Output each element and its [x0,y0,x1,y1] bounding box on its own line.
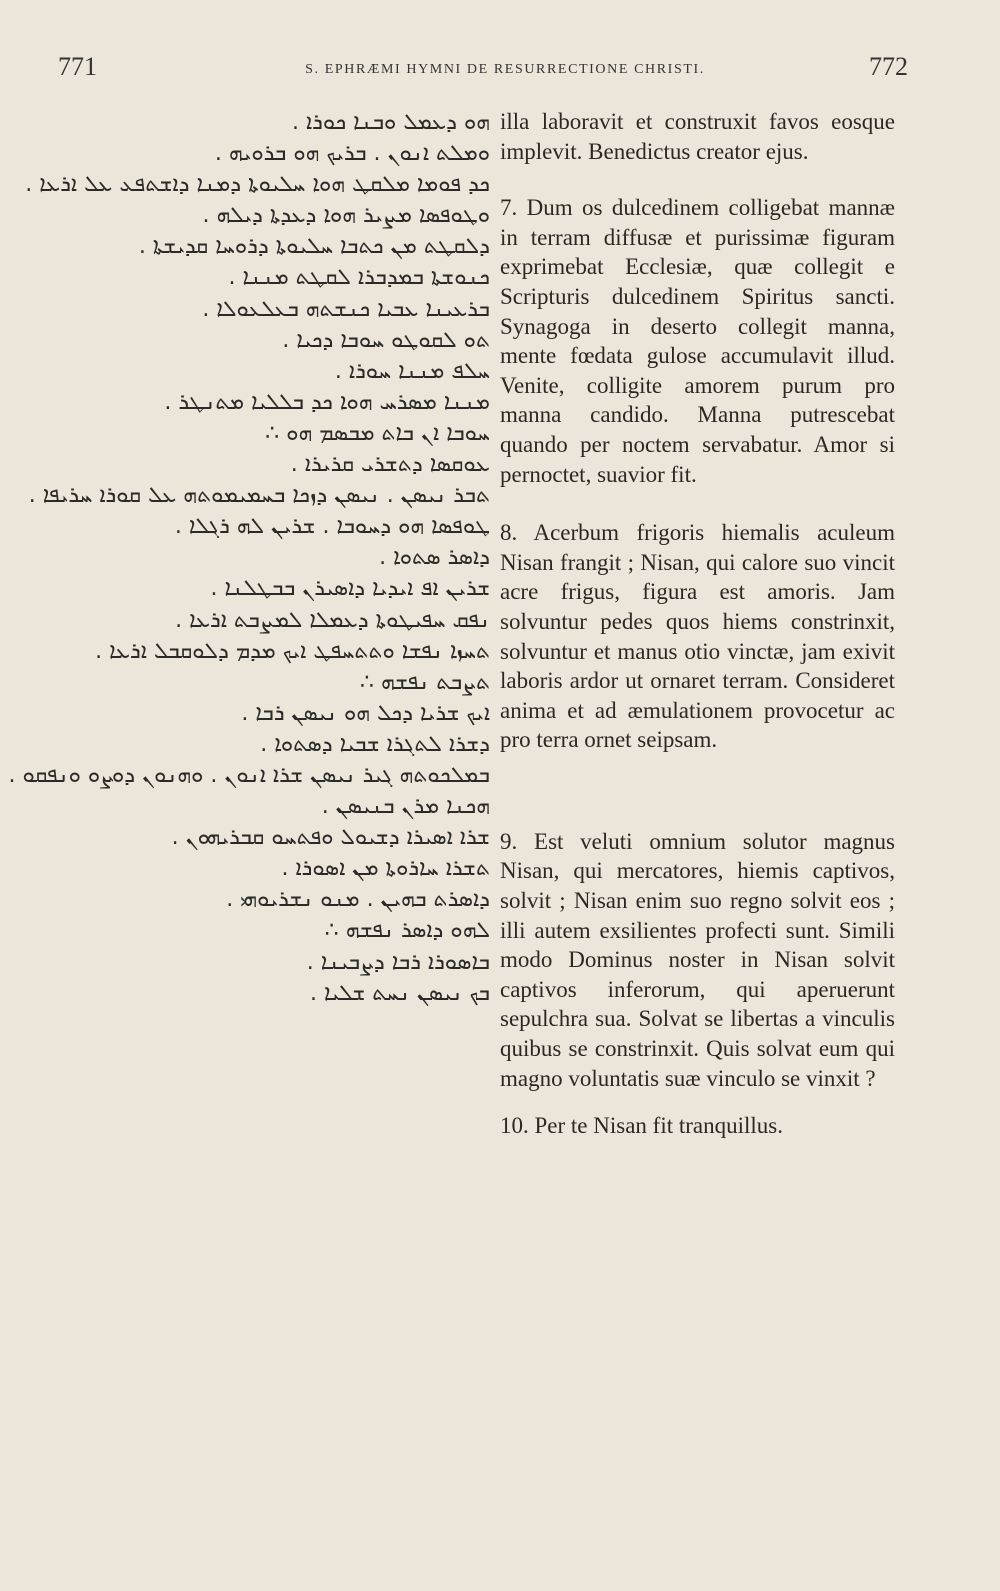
running-title: S. EPHRÆMI HYMNI DE RESURRECTIONE CHRISTI. [305,62,705,77]
syriac-line: ܒܐܣܘܪܐ ܪܒܐ ܕܨܒܝܢܐ . [306,949,490,975]
syriac-line: ܡܢܢܐ ܡܣܪܚ ܗܘܐ ܟܕ ܒܠܠܝܐ ܡܬܢܛܪ . [164,389,490,415]
syriac-line: ܥܘܩܣܐ ܕܬܫܪܝ ܩܪܝܪܐ . [290,452,490,478]
syriac-line: ܬܫܪܐ ܚܐܪܘܬܐ ܡܢ ܐܣܘܪܐ . [281,856,490,882]
latin-translation-column [500,107,895,1141]
syriac-line: ܠܗܘ ܕܐܣܪ ܢܦܫܗ ∴ [324,918,490,944]
syriac-line: ܗܘ ܕܥܡܠ ܘܒܢܐ ܟܘܪܐ . [291,110,490,135]
syriac-line: ܒܪܥܝܢܐ ܥܒܝܐ ܟܢܫܬܗ ܒܥܠܥܘܠܐ . [202,296,490,322]
syriac-line: ܒܟ ܢܝܣܢ ܢܚܬ ܫܠܝܐ . [310,980,490,1006]
syriac-line: ܟܕ ܦܘܡܐ ܡܠܩܛ ܗܘܐ ܚܠܝܘܬܐ ܕܡܢܐ ܕܐܫܬܦܥ ܥܠ ܐܪܥܐ . [25,172,490,198]
latin-paragraph-8: 8. Acerbum frigoris hiemalis aculeum Nisan frangit ; Nisan, qui calore suo vincit acre frigus, figura est amoris. Jam solvuntur pedes quos hiems constrinxit, solvuntur et manus otio vinctæ, jam exivit laboris ardor ut ornaret terram. Consideret anima et ad æmulationem provocetur ac pro terra ornet seipsam. [500,520,895,753]
syriac-line: ܢܦܩ ܚܦܝܛܘܬܐ ܕܥܡܠܐ ܠܡܨܒܬ ܐܪܥܐ . [175,607,490,633]
latin-paragraph-10: 10. Per te Nisan fit tranquillus. [500,1113,783,1139]
syriac-line: ܛܘܦܣܐ ܗܘ ܕܚܘܒܐ . ܫܪܝܢ ܠܗ ܪܓܠܐ . [174,514,490,540]
syriac-line: ܒܡܠܟܘܬܗ ܓܝܪ ܢܝܣܢ ܫܪܐ ܐܢܘܢ . ܘܗܢܘܢ ܕܘܨܘ ܘܢܦܩܘ . [8,762,490,788]
syriac-line: ܕܐܣܪܬ ܒܗܝܢ . ܡܢܘ ܢܫܪܝܘܗܝ . [226,887,490,913]
latin-paragraph-9: 9. Est veluti omnium solutor magnus Nisan, qui mercatores, hiemis captivos, solvit ; Nisan enim suo regno solvit eos ; illi autem exsilientes profecti sunt. Simili modo Dominus noster in Nisan solvit captivos inferorum, qui aperuerunt sepulchra sua. Solvat se libertas a vinculis quibus se constrinxit. Quis solvat eum qui magno voluntatis suæ vinculo se vinxit ? [500,828,895,1091]
syriac-line: ܫܪܝܢ ܐܦ ܐܝܕܝܐ ܕܐܣܝܪܢ ܒܒܛܠܢܐ . [210,576,490,602]
running-header [0,50,1000,90]
syriac-line: ܬܚܙܐ ܢܦܫܐ ܘܬܬܚܦܛ ܐܝܟ ܡܕܡ ܕܠܘܩܒܠ ܐܪܥܐ . [95,638,490,664]
syriac-line: ܗܟܢܐ ܡܪܢ ܒܢܝܣܢ . [321,794,490,820]
syriac-line: ܚܘܒܐ ܐܢ ܒܐܬ ܡܒܣܡ ܗܘ ∴ [265,420,490,446]
syriac-line: ܬܘ ܠܩܘܛܘ ܚܘܒܐ ܕܟܝܐ . [282,327,490,353]
latin-paragraph-intro: illa laboravit et construxit favos eosque implevit. Benedictus creator ejus. [500,109,895,164]
latin-paragraph-7: 7. Dum os dulcedinem colligebat mannæ in terram diffusæ et purissimæ figuram exprimebat Ecclesiæ, quæ collegit e Scripturis dulcedinem Spiritus sancti. Synagoga in deserto collegit manna, mente fœdata gulose accumulavit illud. Venite, colligite amorem purum pro manna candido. Manna putrescebat quando per noctem servabatur. Amor si pernoctet, suavior fit. [500,195,895,487]
syriac-line: ܐܝܟ ܫܪܝܐ ܕܟܠ ܗܘ ܢܝܣܢ ܪܒܐ . [241,700,490,726]
syriac-line: ܕܐܣܪ ܣܬܘܐ . [379,545,490,571]
syriac-line: ܬܒܪ ܢܝܣܢ . ܢܝܣܢ ܕܙܟܐ ܒܚܡܝܡܘܬܗ ܥܠ ܩܘܪܐ ܚܪܝܦܐ . [28,483,490,509]
syriac-line: ܘܛܘܦܣܐ ܡܨܝܪ ܗܘܐ ܕܥܕܬܐ ܕܝܠܗ . [202,203,490,229]
syriac-line: ܕܫܪܐ ܠܬܓܪܐ ܫܒܝܐ ܕܣܬܘܐ . [260,731,490,757]
syriac-line: ܟܢܘܫܬܐ ܒܡܕܒܪܐ ܠܩܛܬ ܡܢܢܐ . [228,265,490,291]
syriac-line: ܕܠܩܛܬ ܡܢ ܟܬܒܐ ܚܠܝܘܬܐ ܕܪܘܚܐ ܩܕܝܫܬܐ . [138,234,490,260]
syriac-line: ܬܨܒܬ ܢܦܫܗ ∴ [360,669,490,695]
right-page-number: 772 [869,52,908,81]
syriac-text-column [8,107,490,1009]
syriac-line: ܫܪܐ ܐܣܝܪܐ ܕܫܝܘܠ ܘܦܬܚܘ ܩܒܪܝܗܘܢ . [171,825,490,851]
syriac-line: ܚܠܦ ܡܢܢܐ ܚܘܪܐ . [334,358,490,384]
syriac-line: ܘܡܠܬ ܐܢܘܢ . ܒܪܝܟ ܗܘ ܒܪܘܝܗ . [214,141,490,167]
left-page-number: 771 [58,52,97,81]
